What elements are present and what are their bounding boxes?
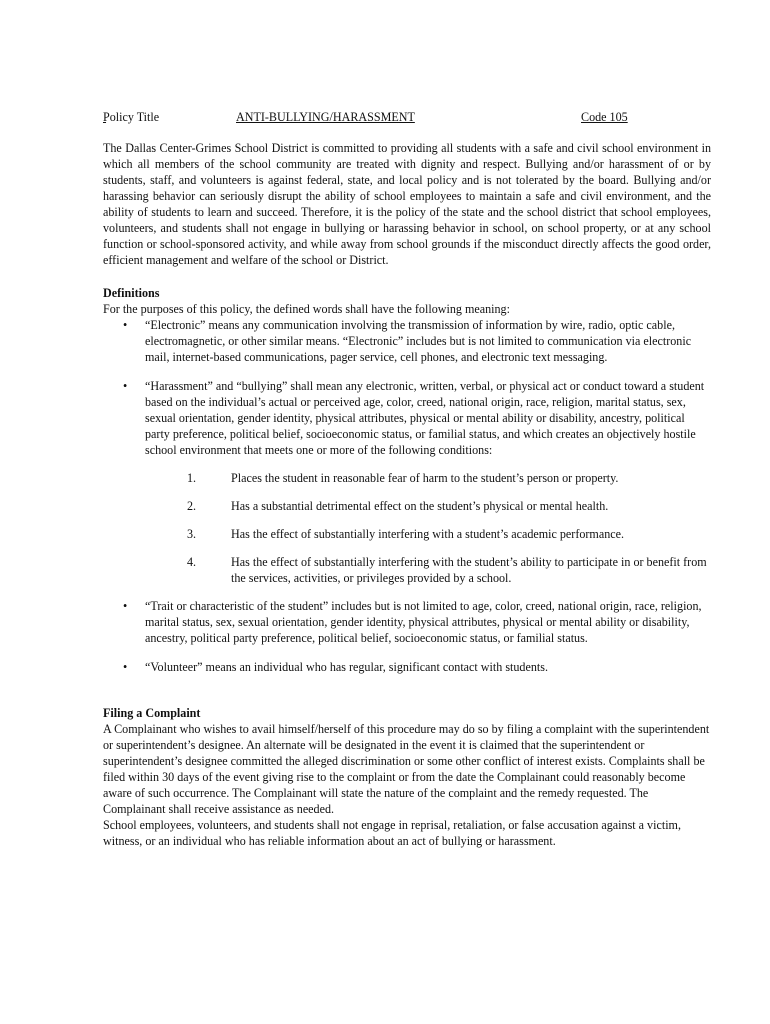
- condition-text: Has the effect of substantially interfering with the student’s ability to participate in or benefit from the services, activities, or privileges provided by a school.: [231, 555, 707, 585]
- condition-number: 1.: [187, 471, 197, 485]
- policy-code: Code 105: [581, 110, 628, 124]
- policy-document: [103, 109, 711, 849]
- condition-item: [145, 526, 711, 542]
- definitions-list: [103, 317, 711, 675]
- definition-trait: [103, 598, 711, 646]
- bullet-icon: •: [123, 599, 128, 613]
- condition-number: 2.: [187, 499, 197, 513]
- condition-text: Has a substantial detrimental effect on the student’s physical or mental health.: [231, 499, 609, 513]
- condition-item: [145, 554, 711, 586]
- definition-trait-text: “Trait or characteristic of the student” includes but is not limited to age, color, creed, national origin, race, religion, marital status, sex, sexual orientation, gender identity, physical attributes, physical or mental ability or disability, ancestry, political party preference, political belief, socioeconomic status, or familial status.: [145, 599, 702, 645]
- definition-electronic: [103, 317, 711, 365]
- filing-section: [103, 705, 711, 849]
- policy-title: ANTI-BULLYING/HARASSMENT: [236, 110, 415, 124]
- filing-paragraph-2: School employees, volunteers, and students shall not engage in reprisal, retaliation, or false accusation against a victim, witness, or an individual who has reliable information about an act of bullying or harassment.: [103, 818, 681, 848]
- bullet-icon: •: [123, 660, 128, 674]
- condition-item: [145, 498, 711, 514]
- bullet-icon: •: [123, 318, 128, 332]
- condition-number: 4.: [187, 555, 197, 569]
- definitions-lead: For the purposes of this policy, the defined words shall have the following meaning:: [103, 302, 510, 316]
- filing-heading: Filing a Complaint: [103, 706, 201, 720]
- definition-harassment-text: “Harassment” and “bullying” shall mean any electronic, written, verbal, or physical act or conduct toward a student based on the individual’s actual or perceived age, color, creed, national origin, race, religion, marital status, sex, sexual orientation, gender identity, physical attributes, physical or mental ability or disability, ancestry, political party preference, political belief, socioeconomic status, or familial status, and which creates an objectively hostile school environment that meets one or more of the following conditions:: [145, 379, 705, 457]
- condition-text: Has the effect of substantially interfering with a student’s academic performance.: [231, 527, 625, 541]
- definition-electronic-text: “Electronic” means any communication involving the transmission of information by wire, radio, optic cable, electromagnetic, or other similar means. “Electronic” includes but is not limited to communication via electronic mail, internet-based communications, pager service, cell phones, and electronic text messaging.: [145, 318, 692, 364]
- filing-paragraph-1: A Complainant who wishes to avail himself/herself of this procedure may do so by filing a complaint with the superintendent or superintendent’s designee. An alternate will be designated in the event it is claimed that the superintendent or superintendent’s designee committed the alleged discrimination or some other conflict of interest exists. Complaints shall be filed within 30 days of the event giving rise to the complaint or from the date the Complainant could reasonably become aware of such occurrence. The Complainant will state the nature of the complaint and the remedy requested. The Complainant shall receive assistance as needed.: [103, 722, 710, 816]
- condition-text: Places the student in reasonable fear of harm to the student’s person or property.: [231, 471, 619, 485]
- intro-paragraph: The Dallas Center-Grimes School District is committed to providing all students with a safe and civil school environment in which all members of the school community are treated with dignity and respect. Bullying and/or harassment of or by students, staff, and volunteers is against federal, state, and local policy and is not tolerated by the board. Bullying and/or harassing behavior can seriously disrupt the ability of school employees to maintain a safe and civil environment, and the ability of students to learn and succeed. Therefore, it is the policy of the state and the school district that school employees, volunteers, and students shall not engage in bullying or harassing behavior in school, on school property, or at any school function or school-sponsored activity, and while away from school grounds if the misconduct directly affects the good order, efficient management and welfare of the school or District.: [103, 141, 711, 267]
- definitions-heading: Definitions: [103, 286, 160, 300]
- condition-item: [145, 470, 711, 486]
- condition-number: 3.: [187, 527, 197, 541]
- definition-harassment: [103, 378, 711, 586]
- conditions-list: [145, 470, 711, 586]
- definition-volunteer: [103, 659, 711, 675]
- policy-header: [103, 109, 711, 125]
- policy-title-label-text: Policy Title: [103, 110, 160, 124]
- definition-volunteer-text: “Volunteer” means an individual who has regular, significant contact with students.: [145, 660, 548, 674]
- bullet-icon: •: [123, 379, 128, 393]
